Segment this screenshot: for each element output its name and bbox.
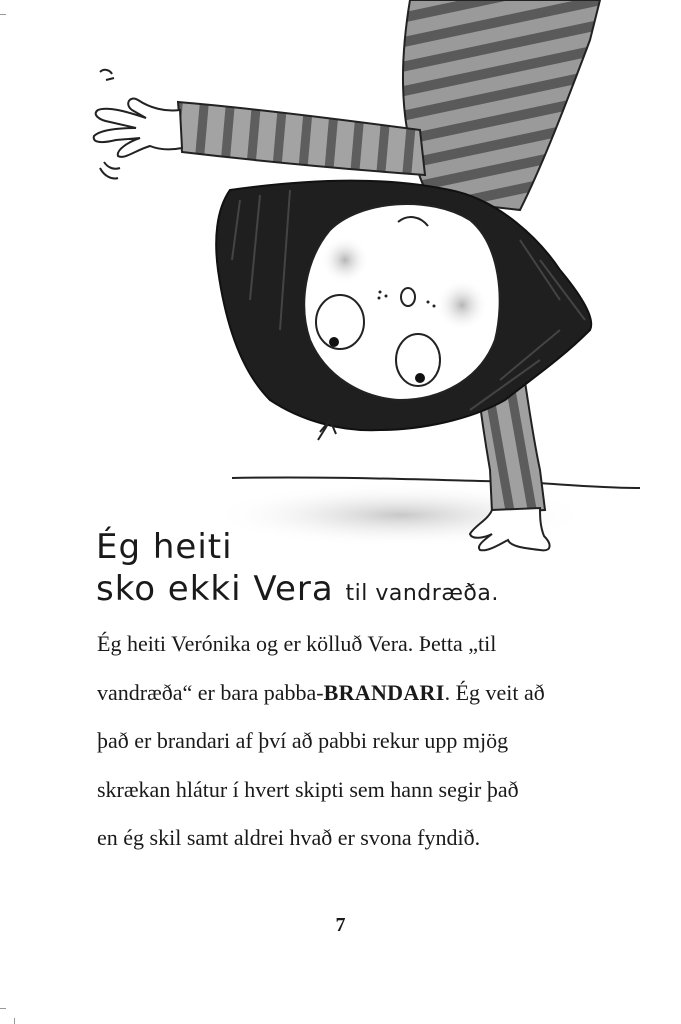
torso xyxy=(403,0,600,210)
body-paragraph xyxy=(97,620,617,863)
bold-word: BRANDARI xyxy=(323,679,445,705)
heading-line-1: Ég heiti xyxy=(96,527,233,567)
left-hand xyxy=(94,99,182,157)
heading-line-2-small: til vandræða. xyxy=(345,581,499,606)
body-line-2: vandræða“ er bara pabba-BRANDARI. Ég veit að xyxy=(97,679,545,705)
body-line-5: en ég skil samt aldrei hvað er svona fyndið. xyxy=(97,825,481,850)
chapter-heading xyxy=(96,528,656,615)
crop-mark xyxy=(0,14,6,15)
left-eye xyxy=(316,295,364,349)
body-line-1: Ég heiti Verónika og er kölluð Vera. Þetta „til xyxy=(97,631,497,656)
crop-mark xyxy=(0,1008,6,1009)
page-number: 7 xyxy=(335,914,346,936)
crop-mark xyxy=(14,1018,15,1024)
left-arm xyxy=(178,102,425,175)
heading-line-2 xyxy=(96,568,656,615)
heading-line-2-main: sko ekki Vera xyxy=(96,569,334,609)
body-line-4: skrækan hlátur í hvert skipti sem hann segir það xyxy=(97,776,519,802)
body-line-3: það er brandari af því að pabbi rekur upp mjög xyxy=(97,728,509,753)
